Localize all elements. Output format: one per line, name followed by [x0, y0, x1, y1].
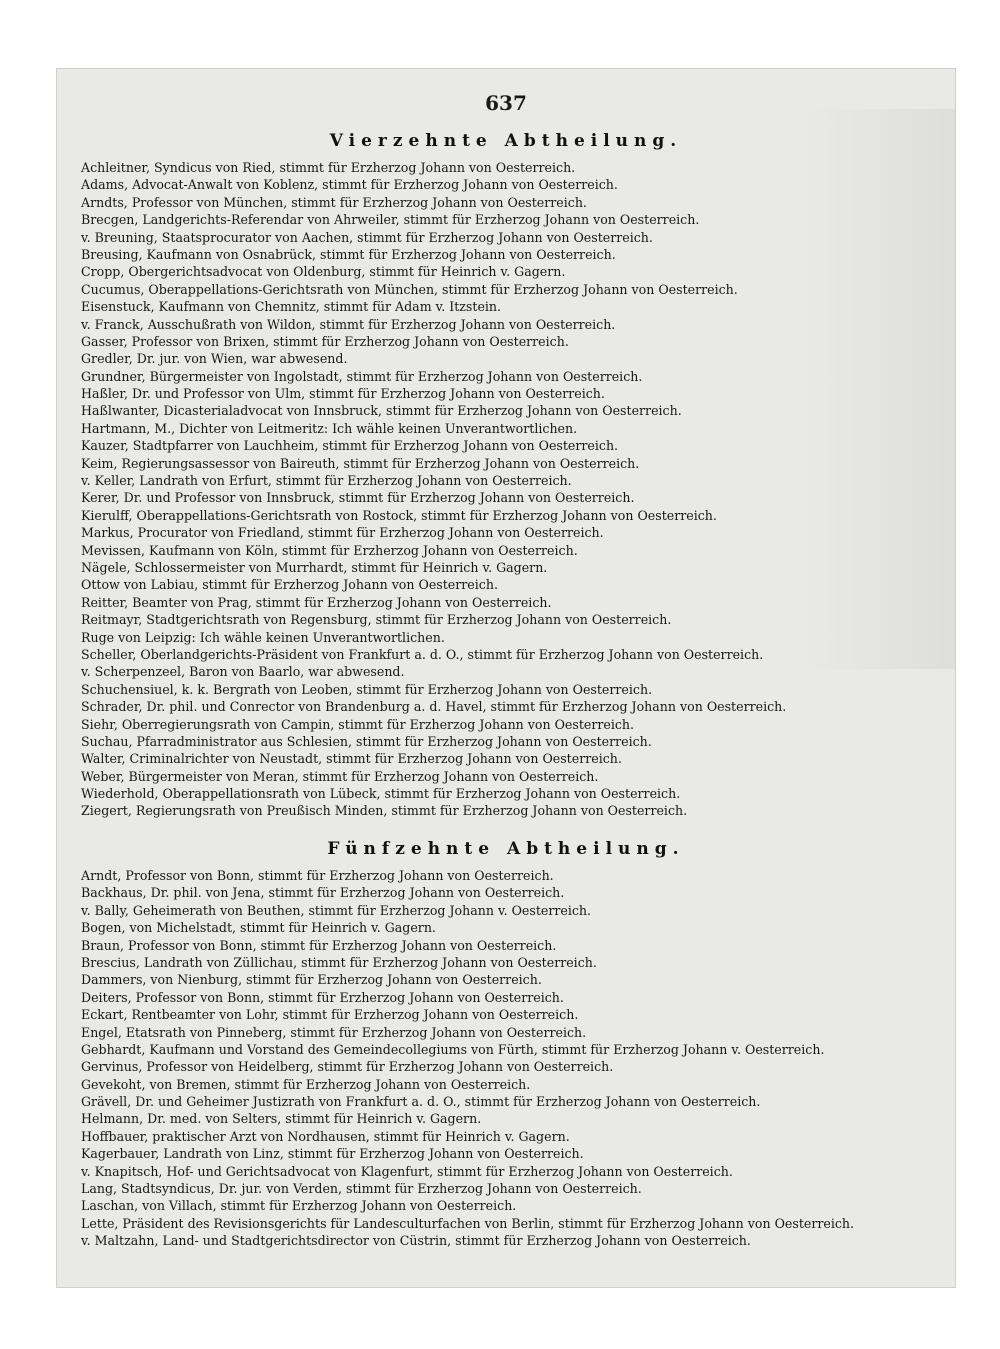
list-item: Schuchensiuel, k. k. Bergrath von Leoben, stimmt für Erzherzog Johann von Oesterreich.: [81, 681, 653, 697]
list-item: Cropp, Obergerichtsadvocat von Oldenburg, stimmt für Heinrich v. Gagern.: [81, 264, 566, 280]
list-item: Eckart, Rentbeamter von Lohr, stimmt für Erzherzog Johann von Oesterreich.: [81, 1007, 579, 1023]
list-item: v. Breuning, Staatsprocurator von Aachen, stimmt für Erzherzog Johann von Oesterreich.: [81, 229, 653, 245]
list-item: Kerer, Dr. und Professor von Innsbruck, stimmt für Erzherzog Johann von Oesterreich.: [81, 490, 635, 506]
list-item: Siehr, Oberregierungsrath von Campin, stimmt für Erzherzog Johann von Oesterreich.: [81, 716, 635, 732]
list-item: v. Maltzahn, Land- und Stadtgerichtsdirector von Cüstrin, stimmt für Erzherzog Johann von Oesterreich.: [81, 1233, 751, 1249]
list-item: Scheller, Oberlandgerichts-Präsident von Frankfurt a. d. O., stimmt für Erzherzog Johann von Oesterreich.: [81, 646, 764, 662]
list-item: Brecgen, Landgerichts-Referendar von Ahrweiler, stimmt für Erzherzog Johann von Oesterreich.: [81, 212, 700, 228]
list-item: v. Knapitsch, Hof- und Gerichtsadvocat von Klagenfurt, stimmt für Erzherzog Johann von Oesterreich.: [81, 1163, 733, 1179]
list-item: Lang, Stadtsyndicus, Dr. jur. von Verden, stimmt für Erzherzog Johann von Oesterreich.: [81, 1181, 642, 1197]
list-item: v. Franck, Ausschußrath von Wildon, stimmt für Erzherzog Johann von Oesterreich.: [81, 316, 616, 332]
list-item: Arndts, Professor von München, stimmt für Erzherzog Johann von Oesterreich.: [81, 194, 587, 210]
list-item: Gasser, Professor von Brixen, stimmt für Erzherzog Johann von Oesterreich.: [81, 333, 569, 349]
list-item: Brescius, Landrath von Züllichau, stimmt für Erzherzog Johann von Oesterreich.: [81, 954, 597, 970]
list-item: Wiederhold, Oberappellationsrath von Lübeck, stimmt für Erzherzog Johann von Oesterreich.: [81, 786, 681, 802]
list-item: Hartmann, M., Dichter von Leitmeritz: Ich wähle keinen Unverantwortlichen.: [81, 420, 578, 436]
list-item: Weber, Bürgermeister von Meran, stimmt für Erzherzog Johann von Oesterreich.: [81, 768, 599, 784]
list-item: v. Scherpenzeel, Baron von Baarlo, war abwesend.: [81, 664, 405, 680]
list-item: Ruge von Leipzig: Ich wähle keinen Unverantwortlichen.: [81, 629, 445, 645]
list-item: Grävell, Dr. und Geheimer Justizrath von Frankfurt a. d. O., stimmt für Erzherzog Johann von Oesterreich.: [81, 1094, 761, 1110]
list-item: Nägele, Schlossermeister von Murrhardt, stimmt für Heinrich v. Gagern.: [81, 559, 548, 575]
list-item: Helmann, Dr. med. von Selters, stimmt für Heinrich v. Gagern.: [81, 1111, 482, 1127]
list-item: Reitter, Beamter von Prag, stimmt für Erzherzog Johann von Oesterreich.: [81, 594, 552, 610]
section-title: Vierzehnte Abtheilung.: [329, 131, 683, 151]
list-item: Gebhardt, Kaufmann und Vorstand des Gemeindecollegiums von Fürth, stimmt für Erzherzog Johann v. Oesterreich.: [81, 1041, 825, 1057]
list-item: Lette, Präsident des Revisionsgerichts für Landesculturfachen von Berlin, stimmt für Erzherzog Johann von Oesterreich.: [81, 1215, 855, 1231]
list-item: Laschan, von Villach, stimmt für Erzherzog Johann von Oesterreich.: [81, 1198, 517, 1214]
list-item: Cucumus, Oberappellations-Gerichtsrath von München, stimmt für Erzherzog Johann von Oesterreich.: [81, 281, 738, 297]
list-item: Haßler, Dr. und Professor von Ulm, stimmt für Erzherzog Johann von Oesterreich.: [81, 386, 605, 402]
list-item: Deiters, Professor von Bonn, stimmt für Erzherzog Johann von Oesterreich.: [81, 989, 564, 1005]
document-page: [56, 68, 956, 1288]
list-item: Hoffbauer, praktischer Arzt von Nordhausen, stimmt für Heinrich v. Gagern.: [81, 1128, 570, 1144]
list-item: Ziegert, Regierungsrath von Preußisch Minden, stimmt für Erzherzog Johann von Oesterreich.: [81, 803, 688, 819]
list-item: Suchau, Pfarradministrator aus Schlesien, stimmt für Erzherzog Johann von Oesterreich.: [81, 733, 652, 749]
list-item: v. Keller, Landrath von Erfurt, stimmt für Erzherzog Johann von Oesterreich.: [81, 473, 572, 489]
list-item: Adams, Advocat-Anwalt von Koblenz, stimmt für Erzherzog Johann von Oesterreich.: [81, 177, 618, 193]
page-number: 637: [485, 91, 527, 115]
list-item: Engel, Etatsrath von Pinneberg, stimmt für Erzherzog Johann von Oesterreich.: [81, 1024, 587, 1040]
entry-list: [81, 867, 941, 1250]
list-item: Arndt, Professor von Bonn, stimmt für Erzherzog Johann von Oesterreich.: [81, 868, 554, 883]
list-item: Gervinus, Professor von Heidelberg, stimmt für Erzherzog Johann von Oesterreich.: [81, 1059, 614, 1075]
list-item: Keim, Regierungsassessor von Baireuth, stimmt für Erzherzog Johann von Oesterreich.: [81, 455, 640, 471]
list-item: v. Bally, Geheimerath von Beuthen, stimmt für Erzherzog Johann v. Oesterreich.: [81, 902, 592, 918]
list-item: Eisenstuck, Kaufmann von Chemnitz, stimmt für Adam v. Itzstein.: [81, 299, 502, 315]
list-item: Mevissen, Kaufmann von Köln, stimmt für Erzherzog Johann von Oesterreich.: [81, 542, 578, 558]
list-item: Schrader, Dr. phil. und Conrector von Brandenburg a. d. Havel, stimmt für Erzherzog Johann von Oesterreich.: [81, 699, 787, 715]
list-item: Haßlwanter, Dicasterialadvocat von Innsbruck, stimmt für Erzherzog Johann von Oesterreich.: [81, 403, 682, 419]
list-item: Ottow von Labiau, stimmt für Erzherzog Johann von Oesterreich.: [81, 577, 498, 593]
list-item: Kauzer, Stadtpfarrer von Lauchheim, stimmt für Erzherzog Johann von Oesterreich.: [81, 438, 619, 454]
list-item: Dammers, von Nienburg, stimmt für Erzherzog Johann von Oesterreich.: [81, 972, 542, 988]
list-item: Braun, Professor von Bonn, stimmt für Erzherzog Johann von Oesterreich.: [81, 937, 557, 953]
list-item: Gevekoht, von Bremen, stimmt für Erzherzog Johann von Oesterreich.: [81, 1076, 531, 1092]
list-item: Breusing, Kaufmann von Osnabrück, stimmt für Erzherzog Johann von Oesterreich.: [81, 246, 616, 262]
list-item: Markus, Procurator von Friedland, stimmt für Erzherzog Johann von Oesterreich.: [81, 525, 604, 541]
list-item: Walter, Criminalrichter von Neustadt, stimmt für Erzherzog Johann von Oesterreich.: [81, 751, 622, 767]
entry-list: [81, 159, 941, 820]
list-item: Bogen, von Michelstadt, stimmt für Heinrich v. Gagern.: [81, 920, 436, 936]
list-item: Reitmayr, Stadtgerichtsrath von Regensburg, stimmt für Erzherzog Johann von Oesterreich.: [81, 612, 672, 628]
list-item: Achleitner, Syndicus von Ried, stimmt für Erzherzog Johann von Oesterreich.: [81, 160, 576, 175]
list-item: Grundner, Bürgermeister von Ingolstadt, stimmt für Erzherzog Johann von Oesterreich.: [81, 368, 643, 384]
section-title: Fünfzehnte Abtheilung.: [327, 839, 685, 859]
list-item: Kierulff, Oberappellations-Gerichtsrath von Rostock, stimmt für Erzherzog Johann von Oesterreich.: [81, 507, 717, 523]
list-item: Kagerbauer, Landrath von Linz, stimmt für Erzherzog Johann von Oesterreich.: [81, 1146, 584, 1162]
list-item: Backhaus, Dr. phil. von Jena, stimmt für Erzherzog Johann von Oesterreich.: [81, 885, 565, 901]
list-item: Gredler, Dr. jur. von Wien, war abwesend.: [81, 351, 348, 367]
